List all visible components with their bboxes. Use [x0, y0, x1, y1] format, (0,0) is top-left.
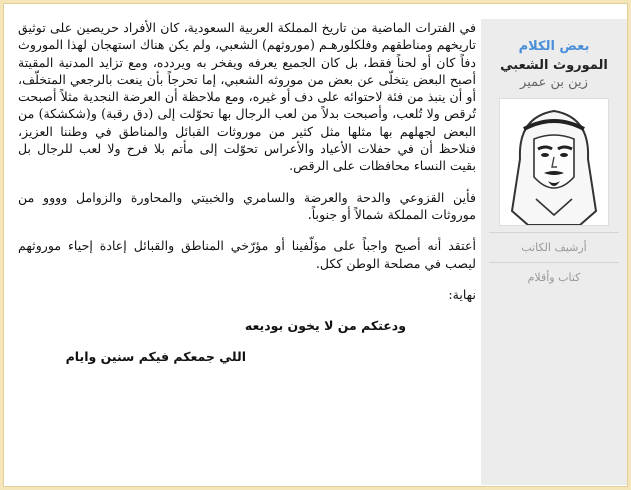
article-paragraph-2: فأين القزوعي والدحة والعرضة والسامري والخبيتي والمحاورة والزوامل وووو من موروثات المملكة شمالاً أو جنوباً.	[18, 189, 476, 222]
closing-verse-line-1: ودعتكم من لا يخون بوديعه	[244, 318, 406, 334]
author-sidebar	[481, 19, 627, 485]
author-photo	[499, 98, 609, 226]
article-paragraph-3: أعتقد أنه أصبح واجباً على مؤلّفينا أو مؤرّخي المناطق والقبائل إعادة إحياء موروثهم ليصب في مصلحة الوطن ككل.	[18, 238, 476, 271]
article-body	[18, 19, 476, 380]
author-portrait-illustration	[500, 99, 608, 225]
author-name[interactable]: زين بن عمير	[520, 75, 588, 90]
closing-label: نهاية:	[448, 286, 476, 302]
writers-link[interactable]: كتاب وأقلام	[489, 262, 619, 292]
closing-section	[18, 286, 476, 366]
closing-verse-line-2: اللي جمعكم فيكم سنين وايام	[65, 349, 246, 365]
article-title: الموروث الشعبي	[500, 58, 608, 73]
article-paragraph-1: في الفترات الماضية من تاريخ المملكة العربية السعودية، كان الأفراد حريصين على توثيق تاريخهم ومناطقهم وفلكلورهـم (موروثهم) الشعبي، ولم يكن هناك استهجان لهذا الموروث دفاً كان أو لحناً فقط، بل كان الجميع يعرفه ويفخر به ويردده، ومع تزايد المدنية المقيتة أصبح البعض يتخلّى عن بعض من موروثه الشعبي، إما تحرجاً بأن ينعت بالرجعي المتخلّف، أو أن ينبذ من فئة لاحتوائه على دف أو غيره، ومع ملاحظة أن العرضة النجدية مثلاً أصبحت تُرقص ولا تُلعب، وأصبحت بدلاً من لعب الرجال بها تحوّلت إلى (دق رقبة) و(شكشكة) من البعض لجهلهم بها مثلها مثل كثير من موروثات القبائل والمناطق في وطننا العزيز، فنلاحظ أن في حفلات الأعياد والأعراس تحوّلت إلى مأتم بلا فرح ولا لعب للرجال بل بقيت النساء محافظات على الرقص.	[18, 20, 476, 174]
page-frame	[3, 3, 628, 487]
column-section-title[interactable]: بعض الكلام	[518, 39, 590, 54]
author-archive-link[interactable]: أرشيف الكاتب	[489, 232, 619, 262]
